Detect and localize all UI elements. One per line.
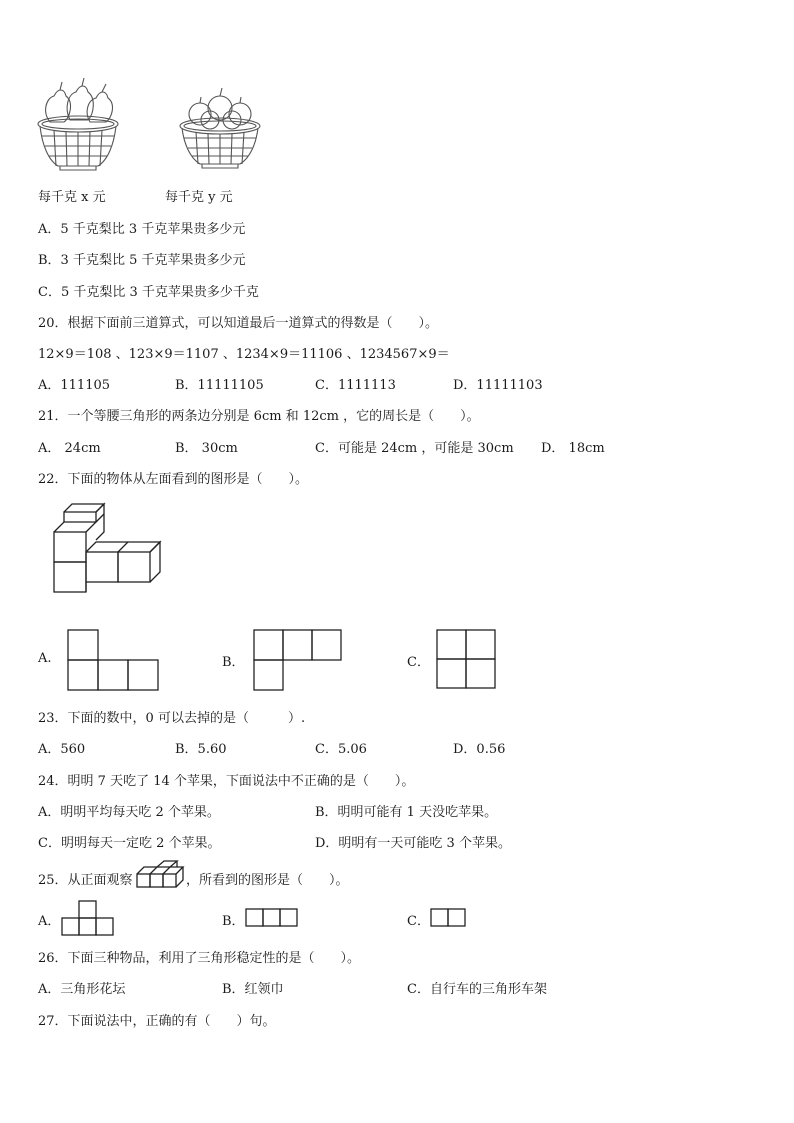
q21-option-b[interactable]: B． 30cm [175,441,238,456]
q25-label-b[interactable]: B． [222,914,245,929]
q24-option-c[interactable]: C．明明每天一定吃 2 个苹果。 [38,836,221,851]
q26-option-c[interactable]: C．自行车的三角形车架 [407,982,547,997]
q25-stem-before: 25．从正面观察 [38,873,133,888]
q26-option-a[interactable]: A．三角形花坛 [38,982,126,997]
q22-label-b[interactable]: B． [222,655,245,670]
q25-option-b-figure[interactable] [245,908,299,927]
q24-option-a[interactable]: A．明明平均每天吃 2 个苹果。 [38,805,220,820]
q23-stem: 23．下面的数中，0 可以去掉的是（ ）. [38,711,306,726]
q25-stem-after: ，所看到的图形是（ ）。 [186,873,349,888]
q22-stem: 22．下面的物体从左面看到的图形是（ ）。 [38,472,309,487]
q22-option-a-figure[interactable] [67,629,159,691]
q20-option-c[interactable]: C．1111113 [315,378,396,393]
pear-price-label: 每千克 x 元 [38,190,106,205]
q26-option-b[interactable]: B．红领巾 [222,982,284,997]
q20-option-b[interactable]: B．11111105 [175,378,264,393]
q22-label-c[interactable]: C． [407,655,430,670]
q26-stem: 26．下面三种物品，利用了三角形稳定性的是（ ）。 [38,951,361,966]
q19-option-a[interactable]: A．5 千克梨比 3 千克苹果贵多少元 [38,222,246,237]
apple-basket-icon [178,84,262,170]
q21-option-c[interactable]: C．可能是 24cm ，可能是 30cm [315,441,514,456]
q22-label-a[interactable]: A. [38,651,52,666]
q25-option-c-figure[interactable] [430,908,467,927]
q25-label-a[interactable]: A． [38,914,61,929]
q25-label-c[interactable]: C． [407,914,430,929]
q25-cube-object-figure [136,861,186,889]
q24-option-b[interactable]: B．明明可能有 1 天没吃苹果。 [315,805,498,820]
q22-option-b-figure[interactable] [253,629,343,691]
q21-stem: 21．一个等腰三角形的两条边分别是 6cm 和 12cm ，它的周长是（ ）。 [38,409,480,424]
q23-option-c[interactable]: C．5.06 [315,742,367,757]
q20-equations: 12×9＝108 、123×9＝1107 、1234×9＝11106 、1234567×9＝ [38,347,450,362]
q22-option-c-figure[interactable] [436,629,496,689]
q20-option-a[interactable]: A．111105 [38,378,111,393]
q22-cube-object-figure [52,504,164,594]
apple-price-label: 每千克 y 元 [165,190,233,205]
q20-stem: 20．根据下面前三道算式，可以知道最后一道算式的得数是（ ）。 [38,316,439,331]
q27-stem: 27．下面说法中，正确的有（ ）句。 [38,1014,276,1029]
q19-option-b[interactable]: B．3 千克梨比 5 千克苹果贵多少元 [38,253,246,268]
q24-option-d[interactable]: D．明明有一天可能吃 3 个苹果。 [315,836,511,851]
q21-option-d[interactable]: D． 18cm [541,441,605,456]
q23-option-a[interactable]: A．560 [38,742,86,757]
q23-option-b[interactable]: B．5.60 [175,742,227,757]
q19-option-c[interactable]: C．5 千克梨比 3 千克苹果贵多少千克 [38,285,259,300]
pear-basket-icon [36,78,120,170]
q20-option-d[interactable]: D．11111103 [453,378,543,393]
q25-option-a-figure[interactable] [61,900,115,936]
q24-stem: 24．明明 7 天吃了 14 个苹果，下面说法中不正确的是（ ）。 [38,774,415,789]
q21-option-a[interactable]: A． 24cm [38,441,101,456]
q23-option-d[interactable]: D．0.56 [453,742,506,757]
